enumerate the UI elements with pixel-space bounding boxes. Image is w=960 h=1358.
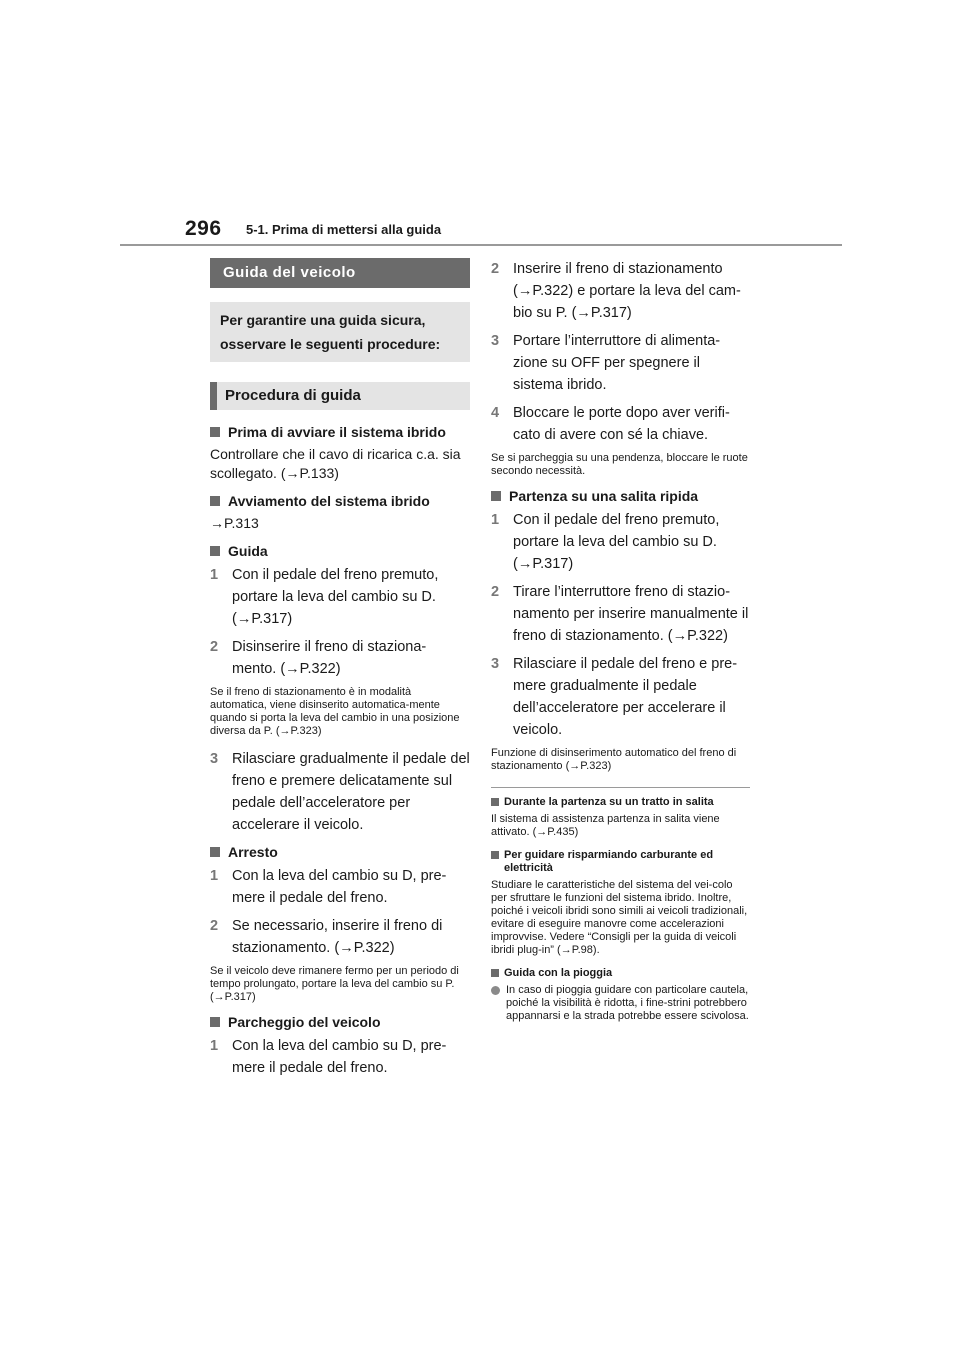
subsection-title: Parcheggio del veicolo <box>228 1014 381 1030</box>
step-item <box>491 581 750 647</box>
step-item <box>210 865 470 909</box>
paragraph: Controllare che il cavo di ricarica c.a. sia scollegato. (→P.133) <box>210 446 461 481</box>
info-heading <box>491 967 750 980</box>
subsection-title: Partenza su una salita ripida <box>509 488 699 504</box>
info-title: Per guidare risparmiando carburante ed elettricità <box>504 849 714 874</box>
note: Se il veicolo deve rimanere fermo per un periodo di tempo prolungato, portare la leva del cambio su P. (→P.317) <box>210 965 459 1003</box>
subsection-heading <box>210 1014 470 1030</box>
bullet-item <box>491 984 750 1023</box>
round-bullet-icon <box>491 986 500 995</box>
step-item <box>210 1035 470 1079</box>
step-number: 2 <box>491 584 500 600</box>
step-number: 3 <box>210 751 219 767</box>
step-text: Con la leva del cambio su D, pre-mere il pedale del freno. <box>232 868 447 906</box>
subsection-heading <box>210 424 470 440</box>
square-bullet-icon <box>491 798 499 806</box>
step-item <box>491 402 750 446</box>
step-item <box>210 915 470 959</box>
step-text: Portare l’interruttore di alimenta-zione su OFF per spegnere il sistema ibrido. <box>513 333 721 393</box>
info-title: Guida con la pioggia <box>504 967 613 979</box>
step-text: Inserire il freno di stazionamento (→P.322) e portare la leva del cam-bio su P. (→P.317) <box>513 261 741 321</box>
info-divider <box>491 787 750 788</box>
info-title: Durante la partenza su un tratto in salita <box>504 796 714 808</box>
step-item <box>491 330 750 396</box>
subsection-title: Avviamento del sistema ibrido <box>228 493 430 509</box>
procedure-heading: Procedura di guida <box>210 382 470 410</box>
step-number: 1 <box>210 567 219 583</box>
step-item <box>210 748 470 836</box>
square-bullet-icon <box>210 847 220 857</box>
step-number: 2 <box>210 639 219 655</box>
right-column <box>491 258 750 1031</box>
step-text: Tirare l’interruttore freno di stazio-namento per inserire manualmente il freno di stazionamento. (→P.322) <box>513 584 749 644</box>
subsection-heading <box>491 488 750 504</box>
step-number: 1 <box>210 868 219 884</box>
info-heading <box>491 849 750 875</box>
subsection-heading <box>210 543 470 559</box>
square-bullet-icon <box>210 546 220 556</box>
step-text: Se necessario, inserire il freno di stazionamento. (→P.322) <box>232 918 443 956</box>
header-divider <box>120 244 842 246</box>
step-number: 1 <box>210 1038 219 1054</box>
step-item <box>210 636 470 680</box>
step-text: Rilasciare il pedale del freno e pre-mere gradualmente il pedale dell’acceleratore per accelerare il veicolo. <box>513 656 738 738</box>
step-item <box>210 564 470 630</box>
subsection-title: Arresto <box>228 844 278 860</box>
intro-box: Per garantire una guida sicura, osservare le seguenti procedure: <box>210 302 470 362</box>
step-number: 2 <box>210 918 219 934</box>
bullet-text: In caso di pioggia guidare con particolare cautela, poiché la visibilità è ridotta, i fine-strini potrebbero appannarsi e la strada potrebbe essere scivolosa. <box>506 984 749 1022</box>
step-number: 3 <box>491 656 500 672</box>
section-title: 5-1. Prima di mettersi alla guida <box>246 222 442 237</box>
step-text: Disinserire il freno di staziona-mento. (→P.322) <box>232 639 427 677</box>
step-item <box>491 258 750 324</box>
info-heading <box>491 796 750 809</box>
info-text: Il sistema di assistenza partenza in salita viene attivato. (→P.435) <box>491 813 720 838</box>
note: Se si parcheggia su una pendenza, bloccare le ruote secondo necessità. <box>491 452 748 477</box>
step-text: Con il pedale del freno premuto, portare la leva del cambio su D. (→P.317) <box>232 567 439 627</box>
note: Funzione di disinserimento automatico del freno di stazionamento (→P.323) <box>491 747 737 772</box>
step-text: Bloccare le porte dopo aver verifi-cato di avere con sé la chiave. <box>513 405 730 443</box>
subsection-heading <box>210 493 470 509</box>
paragraph: →P.313 <box>210 515 259 531</box>
page-number: 296 <box>185 217 222 240</box>
subsection-heading <box>210 844 470 860</box>
square-bullet-icon <box>210 427 220 437</box>
main-heading: Guida del veicolo <box>210 258 470 288</box>
step-text: Con la leva del cambio su D, pre-mere il pedale del freno. <box>232 1038 447 1076</box>
left-column <box>210 258 470 1085</box>
step-number: 1 <box>491 512 500 528</box>
step-item <box>491 509 750 575</box>
square-bullet-icon <box>210 1017 220 1027</box>
step-number: 3 <box>491 333 500 349</box>
subsection-title: Prima di avviare il sistema ibrido <box>228 424 446 440</box>
square-bullet-icon <box>491 851 499 859</box>
info-text: Studiare le caratteristiche del sistema del vei-colo per sfruttare le funzioni del sistema ibrido. Inoltre, poiché i veicoli ibridi sono simili ai veicoli tradizionali, evitare di eseguire manovre come accelerazioni improvvise. Vedere “Consigli per la guida di veicoli ibridi plug-in” (→P.98). <box>491 879 748 956</box>
step-number: 4 <box>491 405 500 421</box>
note: Se il freno di stazionamento è in modalità automatica, viene disinserito automatica-mente quando si porta la leva del cambio in una posizione diversa da P. (→P.323) <box>210 686 460 737</box>
square-bullet-icon <box>491 491 501 501</box>
square-bullet-icon <box>491 969 499 977</box>
step-item <box>491 653 750 741</box>
step-number: 2 <box>491 261 500 277</box>
square-bullet-icon <box>210 496 220 506</box>
step-text: Rilasciare gradualmente il pedale del freno e premere delicatamente sul pedale dell’acceleratore per accelerare il veicolo. <box>232 751 470 833</box>
step-text: Con il pedale del freno premuto, portare la leva del cambio su D. (→P.317) <box>513 512 720 572</box>
subsection-title: Guida <box>228 543 268 559</box>
